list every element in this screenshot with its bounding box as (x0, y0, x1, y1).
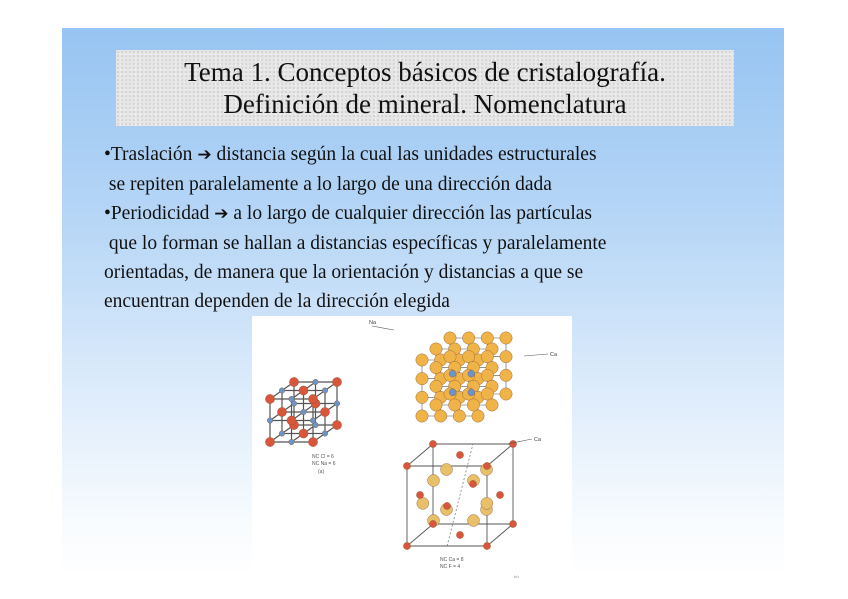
caption-c-2: NC F = 4 (440, 564, 461, 570)
slide (62, 28, 784, 576)
fluorine-atom (462, 350, 474, 362)
calcium-atom (483, 462, 490, 469)
calcium-atom (468, 389, 475, 396)
calcium-atom (429, 520, 436, 527)
fluorine-atom (416, 391, 428, 403)
label-ca-top: Ca (550, 352, 558, 358)
caption-a-1: NC Cl = 6 (312, 454, 334, 460)
calcium-atom (443, 502, 450, 509)
term-traslacion: •Traslación (104, 144, 193, 165)
calcium-atom (403, 542, 410, 549)
sodium-atom (289, 439, 295, 445)
fluorine-atom (430, 399, 442, 411)
calcium-atom (469, 480, 476, 487)
sodium-atom (301, 409, 307, 415)
fluorine-atom (416, 354, 428, 366)
bullet-periodicidad-cont-1: que lo forman se hallan a distancias específicas y paralelamente (104, 233, 607, 254)
fluorine-atom (468, 515, 480, 527)
calcium-atom (509, 440, 516, 447)
definition-periodicidad: a lo largo de cualquier dirección las partículas (228, 203, 593, 224)
fluorine-atom (467, 399, 479, 411)
chlorine-atom (299, 429, 308, 438)
caption-c-3: (c) (514, 574, 519, 578)
fluorine-atom (416, 410, 428, 422)
fluorine-atom (481, 388, 493, 400)
calcium-atom (429, 440, 436, 447)
calcium-atom (496, 491, 503, 498)
chlorine-atom (265, 394, 274, 403)
title-line-1: Tema 1. Conceptos básicos de cristalografía. (184, 57, 666, 87)
caf2-lattice-top (416, 332, 548, 422)
fluorine-atom (430, 343, 442, 355)
calcium-atom (456, 531, 463, 538)
arrow-icon: ➔ (214, 204, 229, 224)
fluorine-atom (500, 332, 512, 344)
fluorine-atom (428, 475, 440, 487)
crystal-structures-svg (252, 316, 572, 578)
caption-a-2: NC Na = 6 (312, 461, 336, 467)
slide-title (116, 50, 734, 126)
calcium-atom (509, 520, 516, 527)
fluorine-atom (444, 350, 456, 362)
chlorine-atom (332, 420, 341, 429)
calcium-atom (416, 491, 423, 498)
fluorine-atom (444, 332, 456, 344)
sodium-atom (279, 388, 285, 394)
fluorine-atom (430, 361, 442, 373)
fluorine-atom (500, 350, 512, 362)
caf2-lattice-bottom (403, 439, 532, 550)
chlorine-atom (265, 437, 274, 446)
fluorine-atom (441, 464, 453, 476)
sodium-atom (289, 396, 295, 402)
fluorine-atom (481, 350, 493, 362)
bullet-traslacion (104, 140, 764, 170)
fluorine-atom (472, 410, 484, 422)
definition-traslacion: distancia según la cual las unidades estructurales (211, 144, 597, 165)
bullet-periodicidad (104, 199, 764, 229)
fluorine-atom (453, 410, 465, 422)
slide-body (104, 140, 764, 316)
chlorine-atom (299, 386, 308, 395)
chlorine-atom (277, 407, 286, 416)
calcium-atom (483, 542, 490, 549)
sodium-atom (310, 418, 316, 424)
calcium-atom (456, 451, 463, 458)
bullet-periodicidad-cont-2: orientadas, de manera que la orientación y distancias a que se (104, 262, 584, 283)
sodium-atom (322, 431, 328, 437)
fluorine-atom (481, 332, 493, 344)
bullet-periodicidad-cont-3: encuentran dependen de la dirección elegida (104, 291, 450, 312)
chlorine-atom (308, 394, 317, 403)
fluorine-atom (430, 380, 442, 392)
fluorine-atom (448, 399, 460, 411)
sodium-atom (334, 401, 340, 407)
calcium-atom (449, 370, 456, 377)
sodium-atom (322, 388, 328, 394)
crystal-structures-figure (252, 316, 572, 578)
title-line-2: Definición de mineral. Nomenclatura (223, 89, 627, 119)
arrow-icon: ➔ (197, 145, 212, 165)
chlorine-atom (289, 377, 298, 386)
label-na: Na (369, 320, 377, 326)
fluorine-atom (481, 369, 493, 381)
fluorine-atom (434, 410, 446, 422)
fluorine-atom (486, 399, 498, 411)
calcium-atom (468, 370, 475, 377)
chlorine-atom (320, 407, 329, 416)
chlorine-atom (308, 437, 317, 446)
nacl-lattice (265, 326, 394, 447)
fluorine-atom (500, 369, 512, 381)
calcium-atom (403, 462, 410, 469)
fluorine-atom (417, 497, 429, 509)
bullet-traslacion-cont: se repiten paralelamente a lo largo de una dirección dada (104, 174, 552, 195)
fluorine-atom (416, 372, 428, 384)
term-periodicidad: •Periodicidad (104, 203, 210, 224)
fluorine-atom (462, 332, 474, 344)
caption-a-3: (a) (318, 469, 325, 475)
chlorine-atom (287, 416, 296, 425)
chlorine-atom (332, 377, 341, 386)
sodium-atom (267, 418, 273, 424)
calcium-atom (449, 389, 456, 396)
fluorine-atom (481, 497, 493, 509)
fluorine-atom (500, 388, 512, 400)
label-ca-bottom: Ca (534, 437, 542, 443)
caption-c-1: NC Ca = 8 (440, 557, 464, 563)
sodium-atom (313, 379, 319, 385)
sodium-atom (279, 431, 285, 437)
